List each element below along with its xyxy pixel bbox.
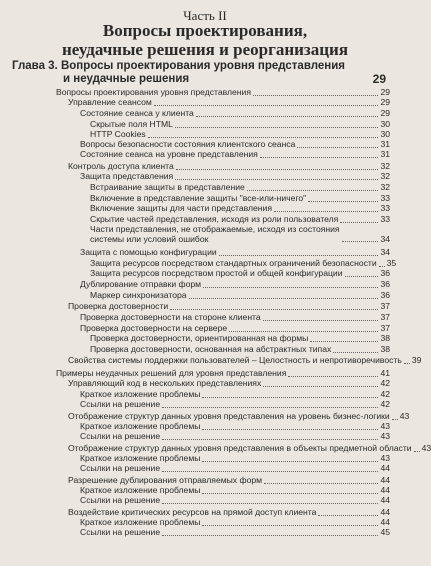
- part-heading: Часть II: [183, 8, 227, 23]
- toc-entry-title: Управляющий код в нескольких представлениях: [68, 378, 262, 388]
- toc-entry-title: Свойства системы поддержки пользователей – Целостность и непротиворечивость: [68, 355, 402, 365]
- dot-leader: [196, 116, 379, 117]
- toc-entry-title: Дублирование отправки форм: [80, 279, 202, 289]
- toc-entry-title: Скрытие частей представления, исходя из роли пользователя: [90, 214, 339, 224]
- dot-leader: [162, 471, 378, 472]
- dot-leader: [260, 157, 379, 158]
- toc-page-number: 44: [380, 507, 390, 517]
- dot-leader: [308, 201, 378, 202]
- toc-entry-title: Краткое изложение проблемы: [80, 485, 201, 495]
- dot-leader: [175, 127, 379, 128]
- dot-leader: [263, 320, 379, 321]
- toc-entry-title: HTTP Cookies: [90, 129, 146, 139]
- toc-entry: [80, 248, 390, 258]
- toc-entry: [90, 345, 390, 355]
- toc-page-number: 43: [421, 443, 431, 453]
- toc-entry: [90, 225, 390, 244]
- dot-leader: [340, 222, 378, 223]
- dot-leader: [247, 190, 379, 191]
- toc-page-number: 34: [380, 233, 390, 244]
- toc-entry-title: Защита ресурсов посредством стандартных ограничений безопасности: [90, 258, 377, 268]
- dot-leader: [202, 429, 378, 430]
- toc-entry: [68, 98, 390, 108]
- toc-entry: [80, 172, 390, 182]
- dot-leader: [202, 493, 378, 494]
- toc-page-number: 42: [380, 389, 390, 399]
- dot-leader: [203, 287, 378, 288]
- dot-leader: [345, 276, 379, 277]
- toc-entry: [80, 432, 390, 442]
- dot-leader: [297, 147, 378, 148]
- toc-entry-title: Примеры неудачных решений для уровня представления: [56, 368, 287, 378]
- toc-entry-title: Проверка достоверности на стороне клиента: [80, 312, 261, 322]
- dot-leader: [202, 525, 378, 526]
- toc-entry: [80, 313, 390, 323]
- toc-entry-title: Ссылки на решение: [80, 463, 161, 473]
- dot-leader: [229, 331, 378, 332]
- toc-page-number: 44: [380, 517, 390, 527]
- toc-entry-title: Краткое изложение проблемы: [80, 453, 201, 463]
- dot-leader: [148, 137, 379, 138]
- dot-leader: [392, 419, 398, 420]
- toc-page-number: 37: [380, 301, 390, 311]
- toc-page-number: 41: [380, 368, 390, 378]
- toc-entry-title: Состояние сеанса на уровне представления: [80, 149, 258, 159]
- toc-page-number: 45: [380, 527, 390, 537]
- toc-page-number: 35: [386, 258, 397, 268]
- toc-entry-title: Ссылки на решение: [80, 399, 161, 409]
- toc-entry-title: Защита ресурсов посредством простой и общей конфигурации: [90, 268, 343, 278]
- toc-entry-title: Встраивание защиты в представление: [90, 182, 245, 192]
- dot-leader: [414, 451, 420, 452]
- toc-entry: [80, 400, 390, 410]
- toc-entry-title: Защита с помощью конфигурации: [80, 247, 217, 257]
- toc-entry-title: Проверка достоверности, основанная на абстрактных типах: [90, 344, 332, 354]
- toc-entry: [80, 109, 390, 119]
- toc-page-number: 33: [380, 214, 390, 224]
- part-title-line: Вопросы проектирования,: [102, 21, 308, 40]
- chapter-page-number: 29: [372, 72, 386, 86]
- toc-entry-title: Состояние сеанса у клиента: [80, 108, 194, 118]
- toc-page-number: 43: [380, 421, 390, 431]
- toc-entry-title: Включение в представление защиты "все-или-ничего": [90, 193, 307, 203]
- toc-entry-title: Вопросы проектирования уровня представления: [56, 87, 251, 97]
- dot-leader: [253, 95, 378, 96]
- toc-entry-title: Вопросы безопасности состояния клиентского сеанса: [80, 139, 296, 149]
- toc-entry-title: Управление сеансом: [68, 97, 152, 107]
- toc-page-number: 33: [380, 203, 390, 213]
- toc-page-number: 36: [380, 279, 390, 289]
- toc-page-number: 42: [380, 399, 390, 409]
- toc-page-number: 32: [380, 161, 390, 171]
- toc-entry-title: Краткое изложение проблемы: [80, 517, 201, 527]
- toc-entry-title: Включение защиты для части представления: [90, 203, 272, 213]
- dot-leader: [404, 363, 410, 364]
- toc-entry: [80, 464, 390, 474]
- dot-leader: [342, 241, 378, 242]
- toc-page-number: 43: [380, 431, 390, 441]
- toc-entry-title: Краткое изложение проблемы: [80, 421, 201, 431]
- toc-entry: [68, 379, 390, 389]
- toc-entry: [90, 183, 390, 193]
- toc-page-number: 31: [380, 139, 390, 149]
- chapter-title-cont: и неудачные решения: [63, 73, 190, 85]
- toc-entry: [90, 334, 390, 344]
- toc-page-number: 32: [380, 171, 390, 181]
- toc-page-number: 38: [380, 333, 390, 343]
- part-title: [0, 21, 410, 59]
- toc-page-number: 43: [399, 411, 410, 421]
- toc-entry-title: Проверка достоверности, ориентированная на формы: [90, 333, 309, 343]
- toc-page-number: 29: [380, 87, 390, 97]
- toc-page-number: 32: [380, 182, 390, 192]
- toc-page-number: 42: [380, 378, 390, 388]
- toc-entry-title: Скрытые поля HTML: [90, 119, 173, 129]
- dot-leader: [162, 535, 378, 536]
- toc-entry-title: Защита представления: [80, 171, 174, 181]
- chapter-heading: [12, 60, 386, 86]
- toc-entry-title: Разрешение дублирования отправляемых форм: [68, 475, 263, 485]
- toc-entry: [80, 150, 390, 160]
- toc-page-number: 39: [411, 355, 422, 365]
- dot-leader: [379, 266, 385, 267]
- dot-leader: [202, 397, 378, 398]
- toc-entry: [90, 204, 390, 214]
- toc-entry-title: Контроль доступа клиента: [68, 161, 174, 171]
- toc-entry-title: Воздействие критических ресурсов на прямой доступ клиента: [68, 507, 317, 517]
- toc-entry-title: Проверка достоверности на сервере: [80, 323, 228, 333]
- toc-entry-title: Краткое изложение проблемы: [80, 389, 201, 399]
- toc-page-number: 30: [380, 119, 390, 129]
- toc-page-number: 38: [380, 344, 390, 354]
- part-title-line: неудачные решения и реорганизация: [61, 40, 349, 59]
- dot-leader: [318, 515, 378, 516]
- toc-entry-title: Маркер синхронизатора: [90, 290, 187, 300]
- toc-entry-title: Отображение структур данных уровня представления в объекты предметной области: [68, 443, 412, 453]
- toc-page-number: 29: [380, 97, 390, 107]
- toc-page-number: 44: [380, 475, 390, 485]
- toc-page-number: 44: [380, 485, 390, 495]
- dot-leader: [202, 461, 378, 462]
- dot-leader: [310, 341, 378, 342]
- dot-leader: [264, 483, 378, 484]
- toc-entry-title: Ссылки на решение: [80, 431, 161, 441]
- toc-page-number: 36: [380, 268, 390, 278]
- toc-page-number: 37: [380, 323, 390, 333]
- dot-leader: [162, 439, 378, 440]
- toc-entry: [68, 302, 390, 312]
- dot-leader: [263, 386, 378, 387]
- toc-entry: [68, 355, 422, 366]
- toc-page-number: 31: [380, 149, 390, 159]
- toc-page-number: 44: [380, 495, 390, 505]
- dot-leader: [170, 309, 378, 310]
- dot-leader: [176, 169, 379, 170]
- toc-entry-title: Ссылки на решение: [80, 527, 161, 537]
- dot-leader: [288, 376, 378, 377]
- chapter-title: Глава 3. Вопросы проектирования уровня представления: [12, 60, 346, 72]
- dot-leader: [219, 255, 379, 256]
- toc-entry: [80, 528, 390, 538]
- toc-page-number: 43: [380, 453, 390, 463]
- toc-entry-title: Ссылки на решение: [80, 495, 161, 505]
- toc-page-number: 33: [380, 193, 390, 203]
- toc-entry: [90, 291, 390, 301]
- toc-entry-title: Проверка достоверности: [68, 301, 169, 311]
- toc-page-number: 30: [380, 129, 390, 139]
- toc-page-number: 34: [380, 247, 390, 257]
- toc-entry: [80, 280, 390, 290]
- dot-leader: [154, 105, 379, 106]
- toc-page-number: 44: [380, 463, 390, 473]
- dot-leader: [274, 211, 378, 212]
- dot-leader: [162, 503, 378, 504]
- toc-page-number: 37: [380, 312, 390, 322]
- dot-leader: [333, 352, 378, 353]
- toc-page-number: 29: [380, 108, 390, 118]
- dot-leader: [162, 407, 378, 408]
- toc-entry-title: Отображение структур данных уровня представления на уровень бизнес-логики: [68, 411, 390, 421]
- dot-leader: [189, 298, 379, 299]
- toc-entry-title: Части представления, не отображаемые, исходя из состояния системы или условий ошибок: [90, 224, 340, 244]
- toc-page-number: 36: [380, 290, 390, 300]
- toc-entry: [90, 269, 390, 279]
- toc-entry: [80, 496, 390, 506]
- dot-leader: [175, 179, 378, 180]
